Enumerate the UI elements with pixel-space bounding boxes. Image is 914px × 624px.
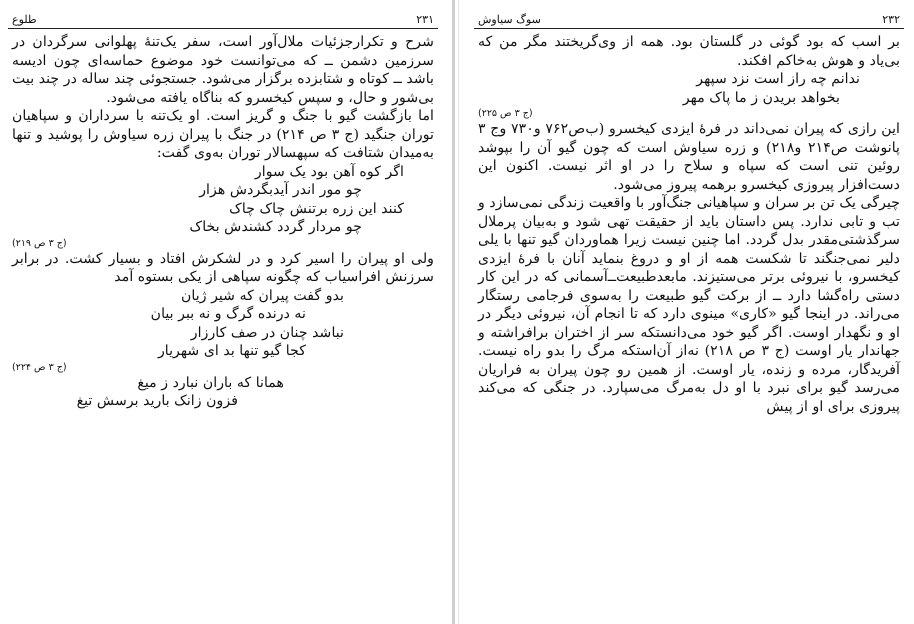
verse-line: نه درنده گرگ و نه ببر بیان [150, 306, 306, 322]
verse-line: کنند این زره برتنش چاک چاک [229, 200, 404, 217]
paragraph: این رازی که پیران نمی‌داند در فرهٔ ایزدی کیخسرو (ب‌ص۷۶۲ و۷۳۰ وج ۳ پانوشت ص۲۱۴ و۲۱۸) و زره سیاوش است که چون گیو آن را بپوشد روئین تنی است که سپاه و سلاح را در او اثر نیست. اکنون این دست‌افزار پیروزی کیخسرو برهمه پیروز می‌شود. [478, 121, 900, 193]
paragraph: چیرگی یک تن بر سران و سپاهیانی جنگ‌آور با واقعیت زندگی نمی‌سازد و تب و تابی ندارد. پس داستان باید از حقیقت تهی شود و به‌بیان پرملال سرگذشتی‌مقدر بدل گردد. اما چنین نیست زیرا هماوردان گیو تنها با یلی دلیر نمی‌جنگند تا شکست همه از او و دروغ بنماید آنان با فرهٔ ایزدی کیخسرو، با نیروئی برتر می‌ستیزند. مابعدطبیعت‌ــ‌آسمانی که در این کار دستی راه‌گشا دارد ــ از برکت گیو طبیعت را به‌سوی فرجامی رستگار می‌راند. در اینجا گیو «کاری» مینوی دارد که تا انجام آن، نیروئی دیگر در او و نگهدار اوست. اگر گیو خود می‌دانستکه سر از اختران برافراشته و جهاندار یار اوست (ج ۳ ص ۲۱۸) نه‌از آن‌استکه مرگ را بدو راه نیست. آفریدگار، مرده و زنده، یار اوست. از همین رو چون پیران به فراریان می‌رسد گیو برای نبرد با او دل به‌مرگ می‌سپارد. در جنگی که می‌کند پیروزی برای او از پیش [478, 195, 900, 415]
paragraph: بر اسب که بود گوئی در گلستان بود. همه از وی‌گریختند مگر من که بی‌یاد و هوش به‌خاکم افکند. [478, 34, 900, 69]
verse-line: ندانم چه راز است نزد سپهر [696, 71, 860, 87]
verse-line: بخواهد بریدن ز ما پاک مهر [682, 89, 840, 106]
left-page-body [8, 29, 438, 411]
right-page [474, 0, 904, 624]
verse-line: کجا گیو تنها بد ای شهریار [157, 343, 306, 359]
verse-line: همانا که باران نبارد ز میغ [137, 374, 284, 391]
verse-line: بدو گفت پیران که شیر ژیان [181, 287, 344, 304]
citation-reference: (ج ۳ ص ۲۲۴) [12, 361, 67, 373]
left-page-number: ۲۳۱ [416, 13, 434, 26]
citation-reference: (ج ۳ ص ۲۲۵) [478, 108, 533, 119]
right-page-number: ۲۳۲ [882, 13, 900, 26]
citation-reference: (ج ۳ ص ۲۱۹) [12, 237, 67, 249]
book-gutter [452, 0, 455, 624]
left-page [8, 0, 438, 624]
right-page-header [474, 0, 904, 29]
verse-line: چو مردار گردد کشندش بخاک [189, 219, 362, 235]
left-page-header [8, 0, 438, 29]
paragraph: اما بازگشت گیو با جنگ و گریز است. او یک‌تنه با سرداران و سپاهیان توران جنگید (ج ۳ ص ۲۱۴) در جنگ با پیران زره سیاوش را پوشید و تنها به‌میدان شتافت که سپهسالار توران به‌وی گفت: [12, 108, 434, 161]
left-page-running-title: طلوع [12, 13, 37, 26]
right-page-running-title: سوگ سیاوش [478, 13, 541, 26]
paragraph: ولی او پیران را اسیر کرد و در لشکرش افتاد و بسیار کشت. در برابر سرزنش افراسیاب که چگونه سپاهی از یکی بستوه آمد [12, 250, 434, 285]
verse-line: چو مور اندر آیدبگردش هزار [199, 182, 362, 198]
verse-line: فزون زانک بارید برسش تیغ [76, 393, 238, 409]
verse-line: اگر کوه آهن بود یک سوار [254, 163, 404, 180]
paragraph: شرح و تکرارجزئیات ملال‌آور است، سفر یک‌تنهٔ پهلوانی سرگردان در سرزمین دشمن ــ که می‌توانست خود موضوع حماسه‌ای چون ادیسه باشد ــ کوتاه و شتابزده برگزار می‌شود. جستجوئی چند ساله در چند بیت بی‌شور و حال، و سپس کیخسرو که بناگاه یافته می‌شود. [12, 34, 434, 106]
book-gutter-line [458, 0, 459, 624]
right-page-body [474, 29, 904, 416]
verse-line: نباشد چنان در صف کارزار [190, 324, 344, 341]
